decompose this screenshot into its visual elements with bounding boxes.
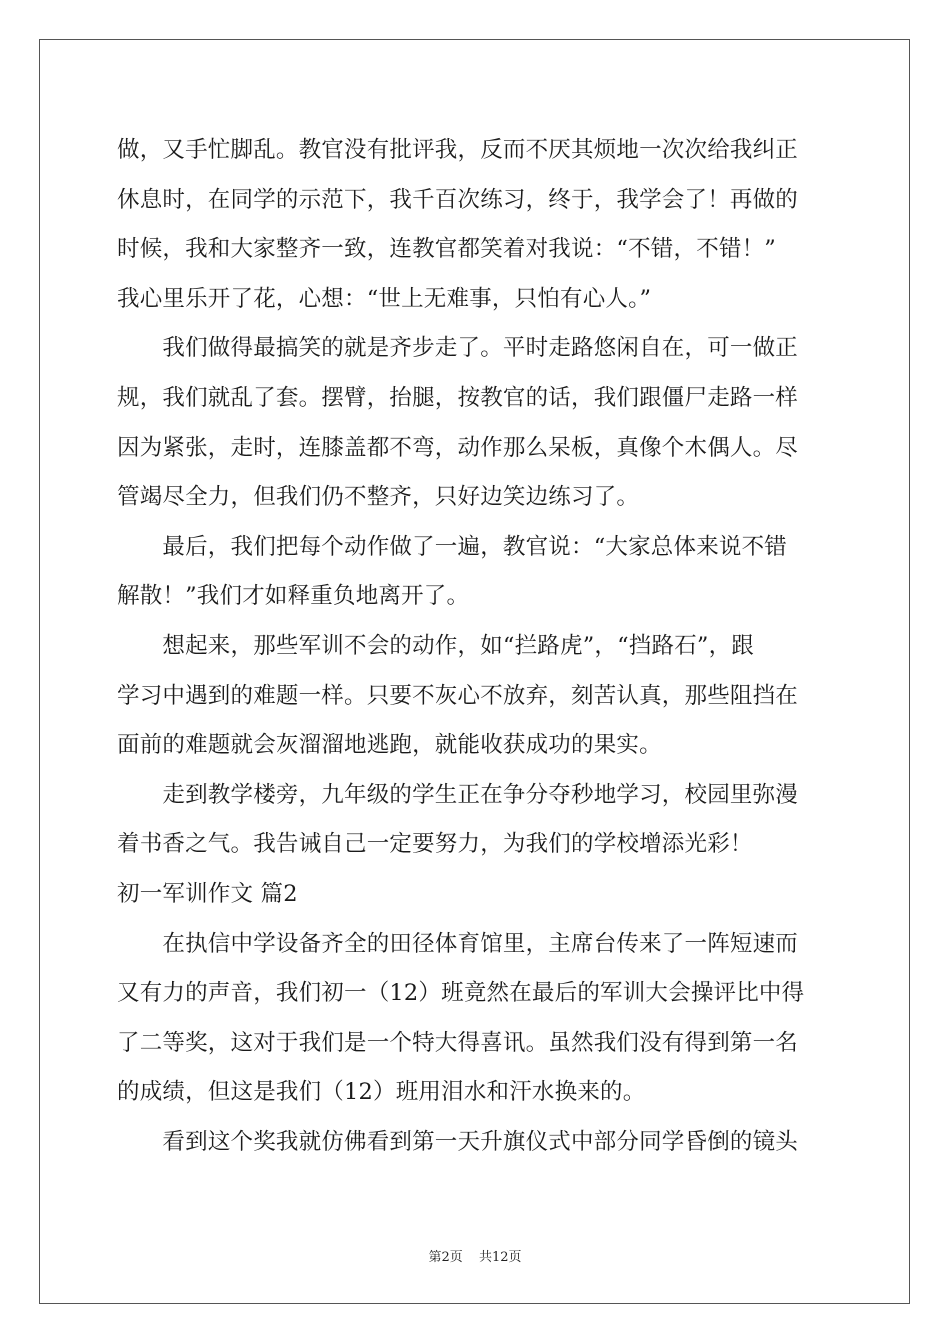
- text-line: 休息时，在同学的示范下，我千百次练习，终于，我学会了！再做的: [117, 186, 799, 213]
- text-line: 了二等奖，这对于我们是一个特大得喜讯。虽然我们没有得到第一名: [117, 1029, 799, 1056]
- text-line: 我们做得最搞笑的就是齐步走了。平时走路悠闲自在，可一做正: [117, 335, 799, 362]
- document-body: [117, 126, 837, 1167]
- text-line: 走到教学楼旁，九年级的学生正在争分夺秒地学习，校园里弥漫: [117, 781, 799, 808]
- text-line: 的成绩，但这是我们（12）班用泪水和汗水换来的。: [117, 1079, 646, 1106]
- text-line: 规，我们就乱了套。摆臂，抬腿，按教官的话，我们跟僵尸走路一样: [117, 384, 799, 411]
- text-line: 面前的难题就会灰溜溜地逃跑，就能收获成功的果实。: [117, 732, 662, 759]
- text-line: 时候，我和大家整齐一致，连教官都笑着对我说：“不错，不错！”: [117, 236, 777, 263]
- text-line: 做，又手忙脚乱。教官没有批评我，反而不厌其烦地一次次给我纠正: [117, 137, 799, 163]
- text-line: 我心里乐开了花，心想：“世上无难事，只怕有心人。”: [117, 285, 652, 312]
- text-line: 在执信中学设备齐全的田径体育馆里，主席台传来了一阵短速而: [117, 930, 799, 957]
- text-line: 因为紧张，走时，连膝盖都不弯，动作那么呆板，真像个木偶人。尽: [117, 434, 799, 461]
- page-number: 第2页: [428, 1250, 463, 1265]
- page-total: 共12页: [478, 1250, 522, 1265]
- text-line: 最后，我们把每个动作做了一遍，教官说：“大家总体来说不错: [117, 533, 788, 560]
- page-footer: [0, 1246, 950, 1265]
- text-line: 着书香之气。我告诫自己一定要努力，为我们的学校增添光彩！: [117, 831, 753, 858]
- text-line: 学习中遇到的难题一样。只要不灰心不放弃，刻苦认真，那些阻挡在: [117, 682, 799, 709]
- section-heading: 初一军训作文 篇2: [117, 880, 298, 907]
- text-line: 又有力的声音，我们初一（12）班竟然在最后的军训大会操评比中得: [117, 980, 805, 1007]
- text-line: 想起来，那些军训不会的动作，如“拦路虎”，“挡路石”，跟: [117, 632, 755, 659]
- text-line: 解散！”我们才如释重负地离开了。: [117, 583, 470, 610]
- text-line: 看到这个奖我就仿佛看到第一天升旗仪式中部分同学昏倒的镜头: [117, 1128, 799, 1155]
- text-line: 管竭尽全力，但我们仍不整齐，只好边笑边练习了。: [117, 484, 640, 511]
